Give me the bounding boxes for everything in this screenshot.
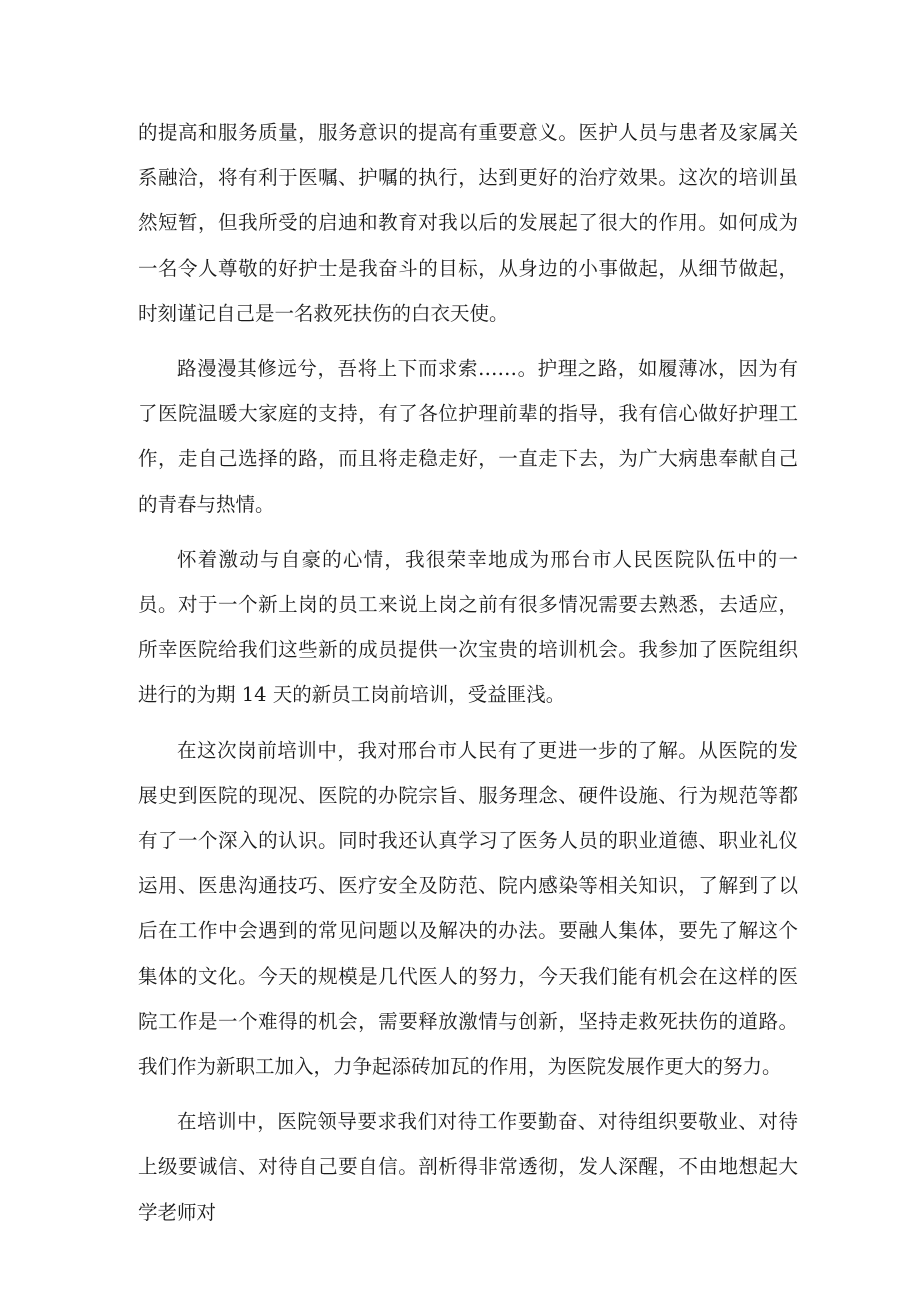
paragraph-continuation: 的提高和服务质量，服务意识的提高有重要意义。医护人员与患者及家属关系融洽，将有利于医嘱、护嘱的执行，达到更好的治疗效果。这次的培训虽然短暂，但我所受的启迪和教育对我以后的发展起了很大的作用。如何成为一名令人尊敬的好护士是我奋斗的目标，从身边的小事做起，从细节做起，时刻谨记自己是一名救死扶伤的白衣天使。 [138, 121, 798, 325]
paragraph-joining-hospital: 怀着激动与自豪的心情，我很荣幸地成为邢台市人民医院队伍中的一员。对于一个新上岗的员工来说上岗之前有很多情况需要去熟悉，去适应，所幸医院给我们这些新的成员提供一次宝贵的培训机会。我参加了医院组织进行的为期 14 天的新员工岗前培训，受益匪浅。 [138, 547, 798, 707]
paragraph-nursing-road: 路漫漫其修远兮，吾将上下而求索……。护理之路，如履薄冰，因为有了医院温暖大家庭的支持，有了各位护理前辈的指导，我有信心做好护理工作，走自己选择的路，而且将走稳走好，一直走下去，为广大病患奉献自己的青春与热情。 [138, 357, 798, 516]
document-body [138, 110, 798, 1235]
paragraph-leadership-requirements: 在培训中，医院领导要求我们对待工作要勤奋、对待组织要敬业、对待上级要诚信、对待自己要自信。剖析得非常透彻，发人深醒，不由地想起大学老师对 [138, 1110, 798, 1224]
paragraph-training-content: 在这次岗前培训中，我对邢台市人民有了更进一步的了解。从医院的发展史到医院的现况、医院的办院宗旨、服务理念、硬件设施、行为规范等都有了一个深入的认识。同时我还认真学习了医务人员的职业道德、职业礼仪运用、医患沟通技巧、医疗安全及防范、院内感染等相关知识，了解到了以后在工作中会遇到的常见问题以及解决的办法。要融人集体，要先了解这个集体的文化。今天的规模是几代医人的努力，今天我们能有机会在这样的医院工作是一个难得的机会，需要释放激情与创新，坚持走救死扶伤的道路。我们作为新职工加入，力争起添砖加瓦的作用，为医院发展作更大的努力。 [138, 738, 798, 1079]
